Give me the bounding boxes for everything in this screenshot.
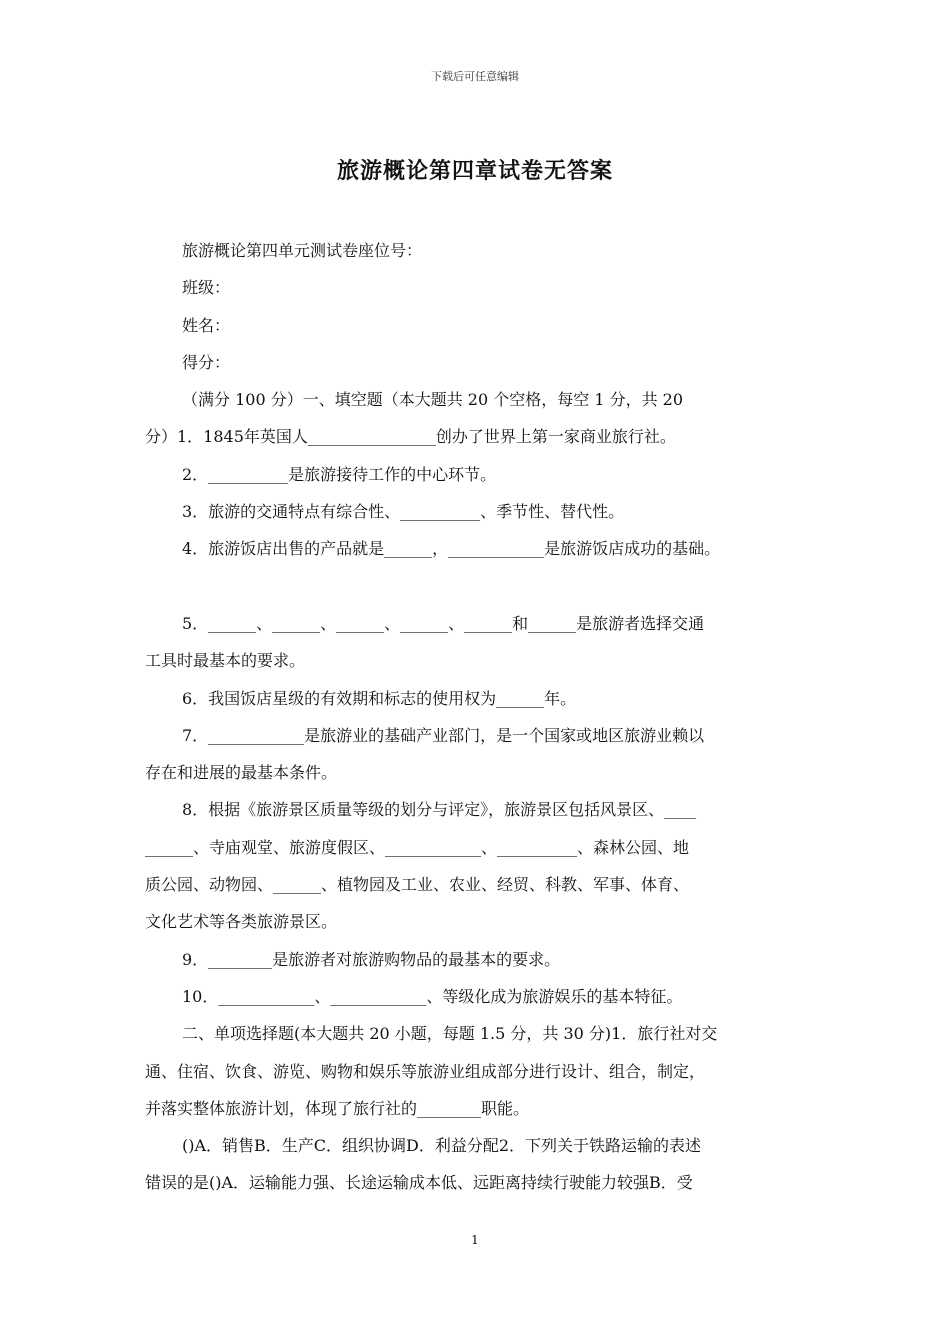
name-label: 姓名：	[182, 315, 231, 335]
question-1: 分）1．1845年英国人________________创办了世界上第一家商业旅行社。	[145, 427, 676, 447]
question-4: 4．旅游饭店出售的产品就是______，____________是旅游饭店成功的基础。	[182, 539, 721, 559]
document-body	[145, 232, 810, 1202]
question-7-cont: 存在和进展的最基本条件。	[145, 763, 338, 783]
section2-options: ()A．销售B．生产C．组织协调D．利益分配2．下列关于铁路运输的表述	[182, 1136, 702, 1156]
document-title: 旅游概论第四章试卷无答案	[336, 158, 613, 184]
question-8-cont: ______、寺庙观堂、旅游度假区、____________、__________、森林公园、地	[145, 837, 690, 857]
question-5: 5．______、______、______、______、______和______是旅游者选择交通	[182, 613, 705, 633]
question-3: 3．旅游的交通特点有综合性、__________、季节性、替代性。	[182, 502, 625, 522]
question-6: 6．我国饭店星级的有效期和标志的使用权为______年。	[182, 688, 577, 708]
question-7: 7．____________是旅游业的基础产业部门，是一个国家或地区旅游业赖以	[182, 725, 705, 745]
score-label: 得分：	[182, 352, 231, 372]
section2-intro: 二、单项选择题(本大题共 20 小题，每题 1.5 分，共 30 分)1．旅行社对交	[182, 1024, 718, 1044]
spacer	[145, 568, 810, 605]
page-number: 1	[471, 1233, 479, 1247]
question-9: 9．________是旅游者对旅游购物品的最基本的要求。	[182, 949, 561, 969]
section2-options-cont: 错误的是()A．运输能力强、长途运输成本低、远距离持续行驶能力较强B．受	[145, 1173, 693, 1193]
class-label: 班级：	[182, 278, 231, 298]
section2-question-1-cont: 并落实整体旅游计划，体现了旅行社的________职能。	[145, 1098, 530, 1118]
question-10: 10．____________、____________、等级化成为旅游娱乐的基本特征。	[182, 986, 683, 1006]
question-8-cont: 文化艺术等各类旅游景区。	[145, 912, 338, 932]
question-5-cont: 工具时最基本的要求。	[145, 651, 306, 671]
header-note: 下载后可任意编辑	[431, 70, 519, 83]
question-8: 8．根据《旅游景区质量等级的划分与评定》，旅游景区包括风景区、____	[182, 800, 697, 820]
question-2: 2．__________是旅游接待工作的中心环节。	[182, 464, 497, 484]
section2-question-1: 通、住宿、饮食、游览、购物和娱乐等旅游业组成部分进行设计、组合，制定，	[145, 1061, 706, 1081]
question-8-cont: 质公园、动物园、______、植物园及工业、农业、经贸、科教、军事、体育、	[145, 875, 690, 895]
info-line: 旅游概论第四单元测试卷座位号：	[182, 241, 423, 260]
section1-intro: （满分 100 分）一、填空题（本大题共 20 个空格，每空 1 分，共 20	[182, 390, 684, 410]
